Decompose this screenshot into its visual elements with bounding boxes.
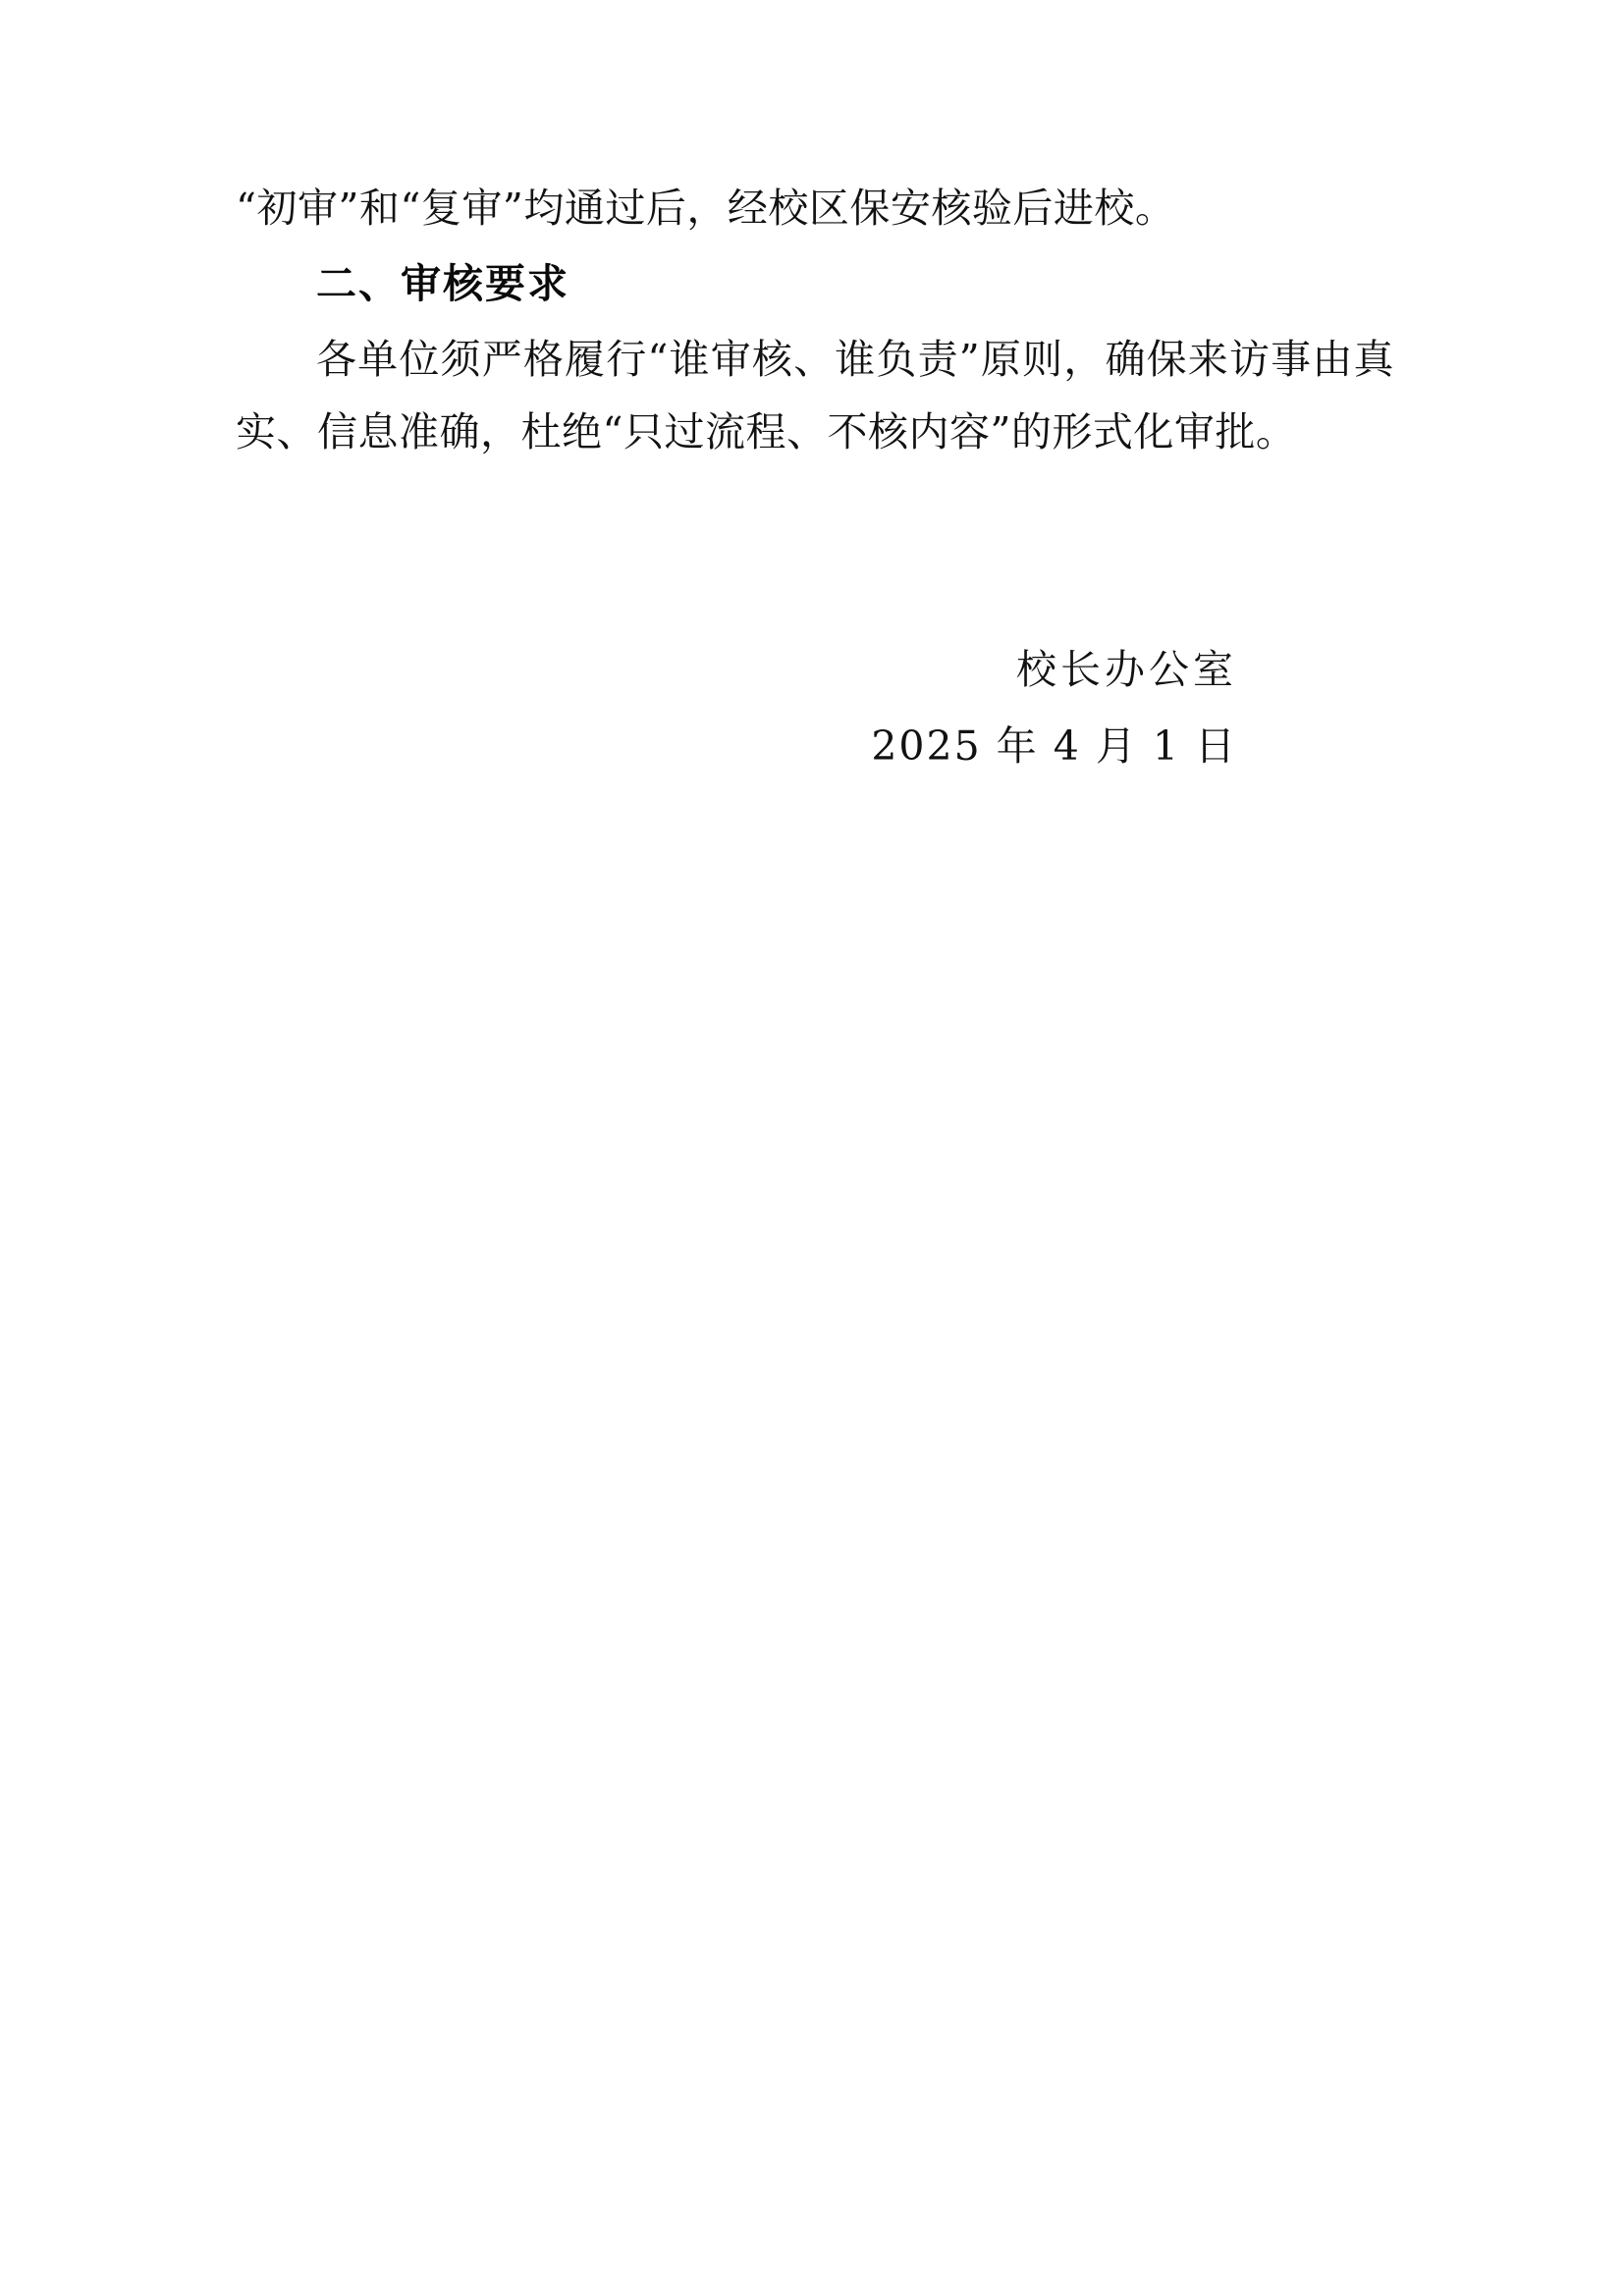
document-body — [236, 172, 1394, 784]
paragraph-intro: “初审”和“复审”均通过后，经校区保安核验后进校。 — [236, 185, 1176, 232]
vertical-spacer — [236, 468, 1394, 562]
signature-block — [236, 631, 1394, 784]
section-heading-review-requirements: 二、审核要求 — [316, 260, 569, 307]
paragraph-review-requirements: 各单位须严格履行“谁审核、谁负责”原则，确保来访事由真实、信息准确，杜绝“只过流程、不核内容”的形式化审批。 — [236, 336, 1394, 455]
signature-date: 2025 年 4 月 1 日 — [871, 722, 1237, 770]
signature-issuer: 校长办公室 — [1016, 646, 1237, 693]
